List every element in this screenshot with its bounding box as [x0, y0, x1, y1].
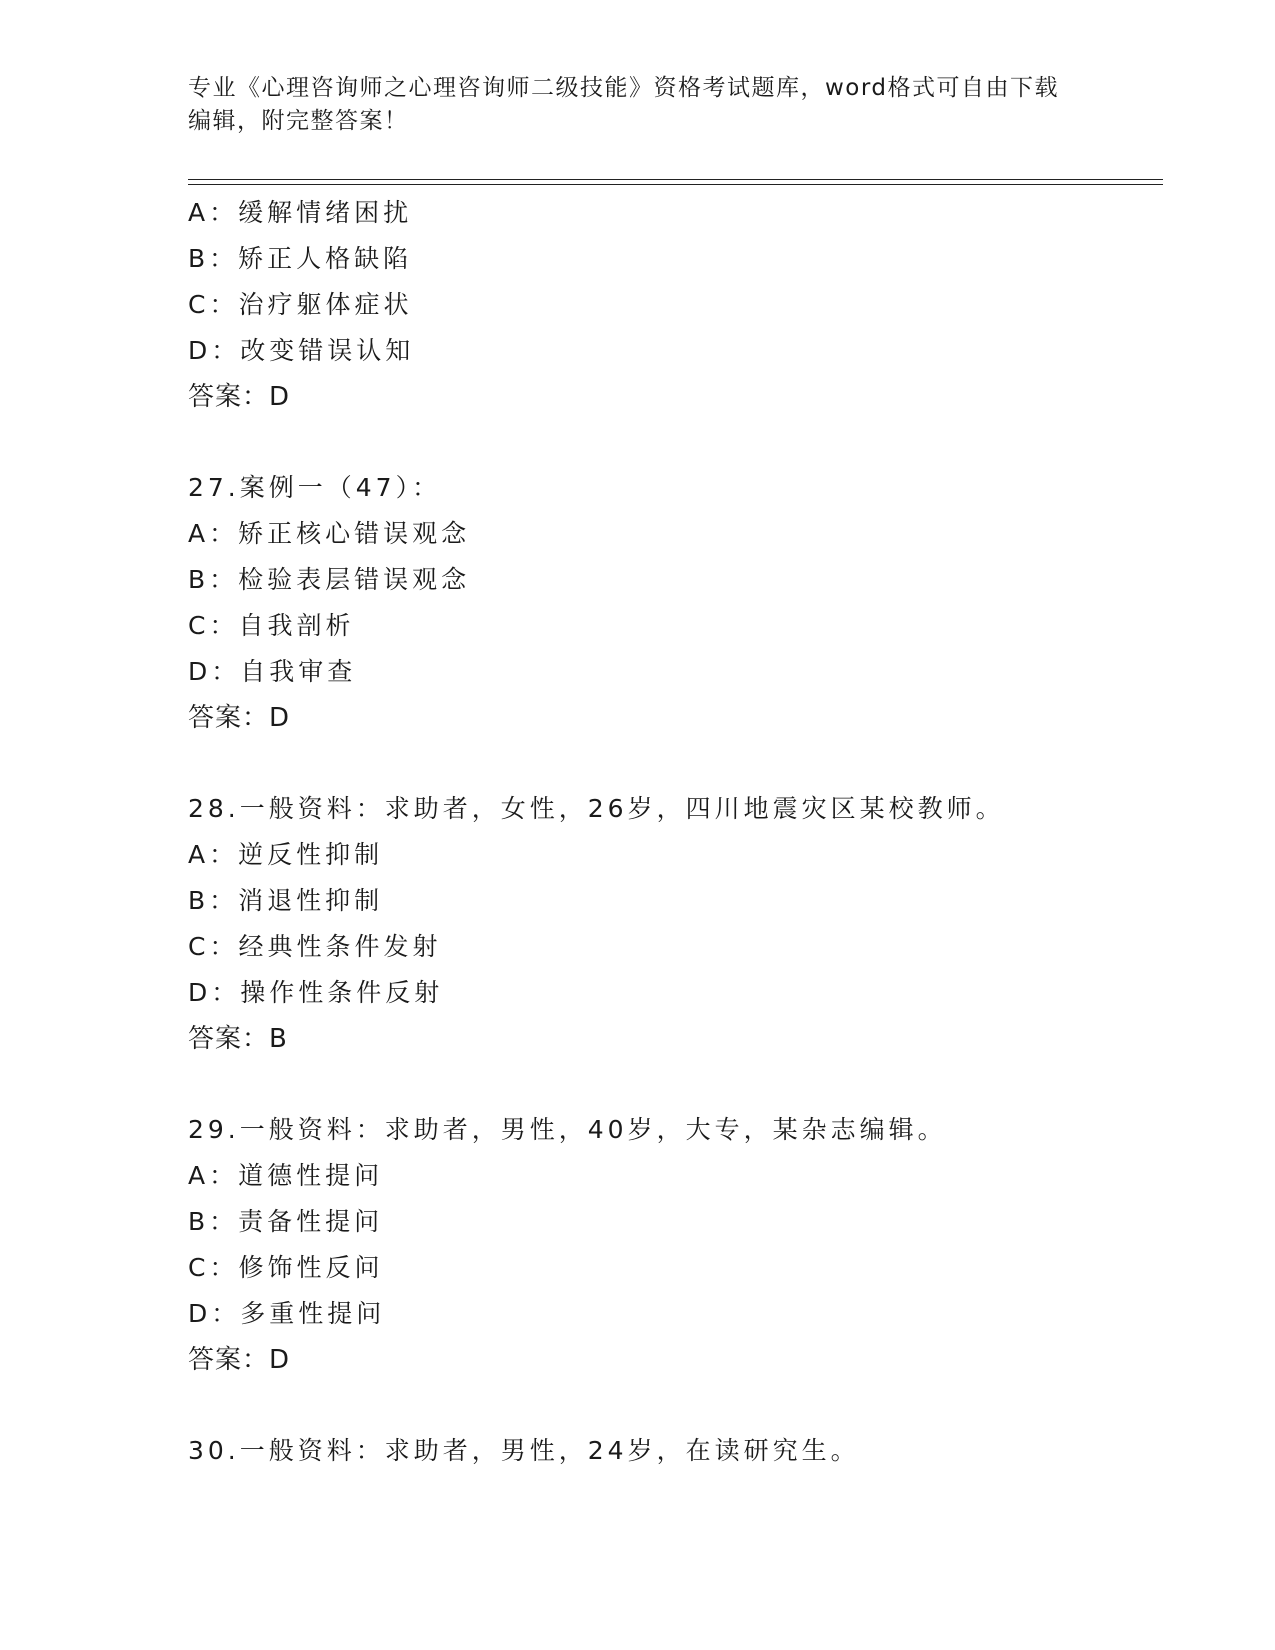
question-text: 27.案例一（47）： — [188, 473, 442, 502]
answer-line: 答案：D — [188, 703, 291, 733]
question-text: 30.一般资料：求助者，男性，24岁，在读研究生。 — [188, 1436, 860, 1465]
header-line-1: 专业《心理咨询师之心理咨询师二级技能》资格考试题库，word格式可自由下载 — [188, 75, 1060, 101]
spacer — [188, 420, 1168, 465]
option-c: C：修饰性反问 — [188, 1253, 384, 1282]
question-block-29 — [188, 1107, 1168, 1383]
question-text: 28.一般资料：求助者，女性，26岁，四川地震灾区某校教师。 — [188, 794, 1005, 823]
question-block-26 — [188, 190, 1168, 420]
spacer — [188, 1062, 1168, 1107]
question-block-30 — [188, 1428, 1168, 1474]
answer-line: 答案：D — [188, 382, 291, 412]
option-d: D：改变错误认知 — [188, 336, 415, 365]
option-c: C：治疗躯体症状 — [188, 290, 413, 319]
question-block-27 — [188, 465, 1168, 741]
option-c: C：自我剖析 — [188, 611, 355, 640]
document-header — [188, 72, 1088, 138]
option-b: B：检验表层错误观念 — [188, 565, 471, 594]
option-b: B：消退性抑制 — [188, 886, 384, 915]
question-block-28 — [188, 786, 1168, 1062]
answer-line: 答案：D — [188, 1345, 291, 1375]
spacer — [188, 1383, 1168, 1428]
option-a: A：逆反性抑制 — [188, 840, 384, 869]
option-c: C：经典性条件发射 — [188, 932, 442, 961]
answer-line: 答案：B — [188, 1024, 288, 1054]
spacer — [188, 741, 1168, 786]
option-d: D：操作性条件反射 — [188, 978, 444, 1007]
option-a: A：矫正核心错误观念 — [188, 519, 471, 548]
header-divider-top — [188, 179, 1163, 180]
option-d: D：自我审查 — [188, 657, 357, 686]
header-divider-bottom — [188, 184, 1163, 185]
option-b: B：责备性提问 — [188, 1207, 384, 1236]
option-d: D：多重性提问 — [188, 1299, 386, 1328]
question-text: 29.一般资料：求助者，男性，40岁，大专，某杂志编辑。 — [188, 1115, 947, 1144]
question-list — [188, 190, 1168, 1474]
option-b: B：矫正人格缺陷 — [188, 244, 413, 273]
header-line-2: 编辑，附完整答案！ — [188, 108, 409, 134]
option-a: A：道德性提问 — [188, 1161, 384, 1190]
option-a: A：缓解情绪困扰 — [188, 198, 413, 227]
